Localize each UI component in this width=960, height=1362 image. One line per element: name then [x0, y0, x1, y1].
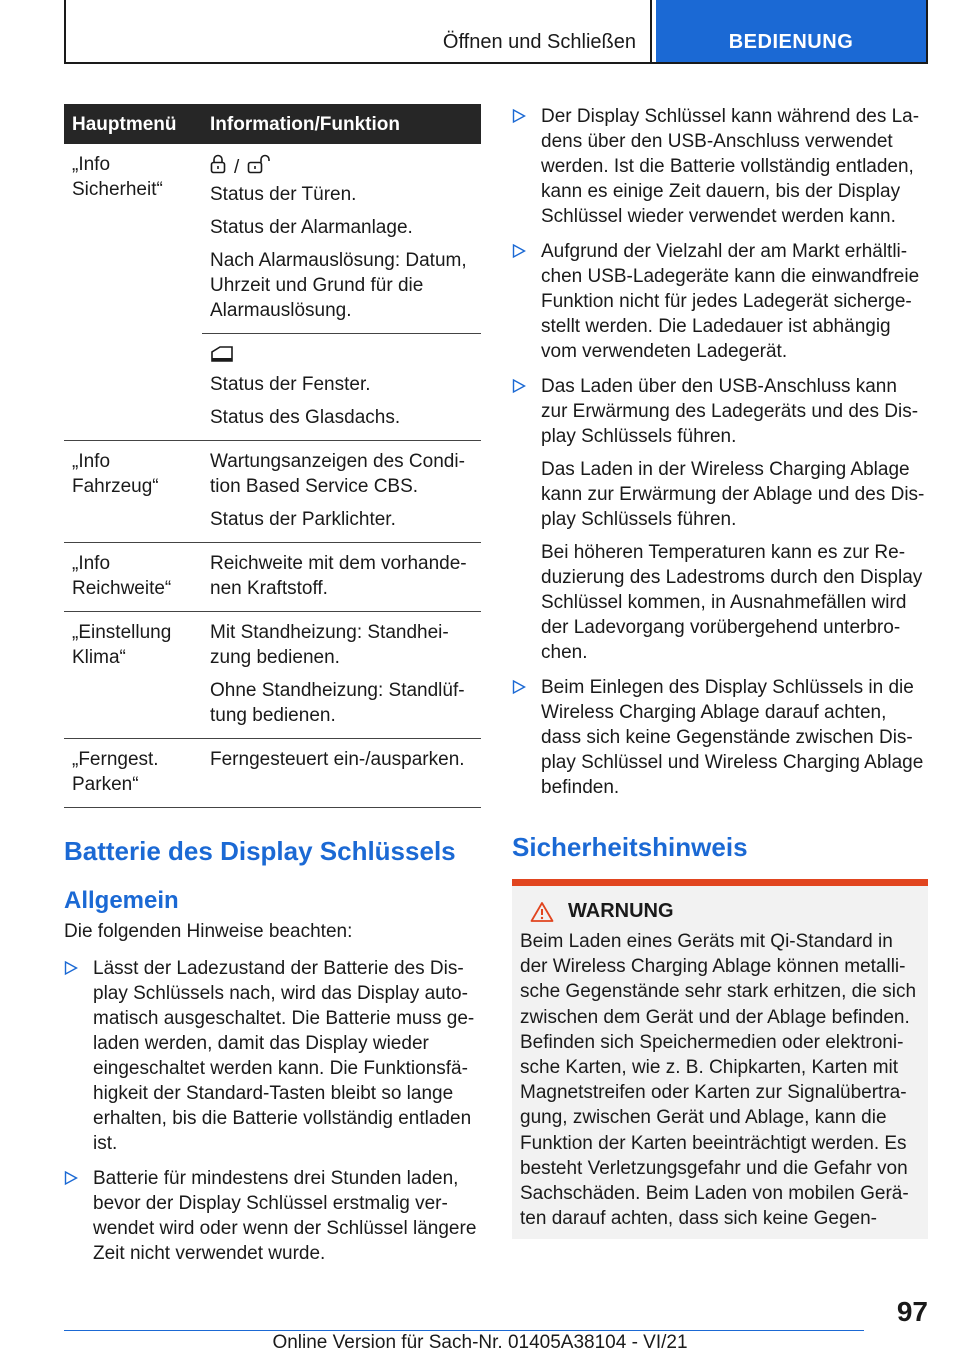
menu-cell: „Einstellung Klima“: [64, 612, 202, 739]
table-row: [64, 543, 481, 612]
triangle-bullet-icon: [512, 677, 526, 697]
table-header-menu: Hauptmenü: [64, 104, 202, 144]
table-row: [64, 612, 481, 739]
lock-closed-icon: [210, 154, 226, 181]
info-cell: [202, 739, 481, 808]
left-column: [64, 104, 481, 1276]
window-icon: [210, 344, 234, 371]
triangle-bullet-icon: [512, 376, 526, 396]
info-line: Status der Türen.: [210, 184, 357, 205]
menu-cell: „Info Fahrzeug“: [64, 441, 202, 543]
info-cell: [202, 441, 481, 543]
triangle-bullet-icon: [512, 241, 526, 261]
menu-cell: „Info Sicherheit“: [64, 144, 202, 441]
section-tab: BEDIENUNG: [656, 0, 926, 62]
section-title: Batterie des Display Schlüssels: [64, 836, 456, 866]
bullet-list: [512, 104, 928, 800]
safety-title: Sicherheitshinweis: [512, 832, 748, 862]
triangle-bullet-icon: [64, 958, 78, 978]
info-line: Mit Standheizung: Standheizung bedienen.: [210, 622, 449, 668]
info-line: Wartungsanzeigen des Condition Based Service CBS.: [210, 451, 465, 497]
info-cell: [202, 612, 481, 739]
warning-triangle-icon: [530, 901, 554, 923]
triangle-bullet-icon: [512, 106, 526, 126]
bullet-list: [64, 956, 481, 1266]
info-cell: [202, 144, 481, 334]
lock-open-icon: [247, 154, 271, 181]
list-item: Aufgrund der Vielzahl der am Markt erhältlichen USB-Ladegeräte kann die einwandfreie Funktion nicht für jedes Ladegerät sichergestellt werden. Die Ladedauer ist abhängig vom verwendeten Ladegerät.: [512, 239, 928, 364]
footer-version: Online Version für Sach-Nr. 01405A38104 - VI/21: [272, 1332, 688, 1353]
info-line: Reichweite mit dem vorhandenen Kraftstoff.: [210, 553, 467, 599]
info-line: Status der Fenster.: [210, 374, 371, 395]
icon-separator: /: [234, 156, 240, 178]
warning-box: [512, 879, 928, 1239]
list-item: Batterie für mindestens drei Stunden laden, bevor der Display Schlüssel erstmalig verwendet wird oder wenn der Schlüssel längere Zeit nicht verwendet wurde.: [64, 1166, 481, 1266]
info-table: [64, 104, 481, 808]
menu-cell: „Info Reichweite“: [64, 543, 202, 612]
info-line: Ferngesteuert ein-/ausparken.: [210, 749, 465, 770]
intro-text: Die folgenden Hinweise beachten:: [64, 921, 353, 942]
info-line: Nach Alarmauslösung: Datum, Uhrzeit und Grund für die Alarmauslösung.: [210, 250, 467, 321]
footer-divider: [64, 1330, 864, 1331]
info-line: Status des Glasdachs.: [210, 407, 401, 428]
list-item: Der Display Schlüssel kann während des Ladens über den USB-Anschluss verwendet werden. Ist die Batterie vollständig entladen, kann es einige Zeit dauern, bis der Display Schlüssel wieder verwendet werden kann.: [512, 104, 928, 229]
subsection-title: Allgemein: [64, 887, 179, 914]
table-row: [64, 441, 481, 543]
table-row: [64, 144, 481, 334]
warning-text: Beim Laden eines Geräts mit Qi-Standard in der Wireless Charging Ablage können metallische Gegenstände sehr stark erhitzen, die sich zwischen dem Gerät und der Ablage befinden. Befinden sich Speichermedien oder elektronische Karten, wie z. B. Chipkarten, Karten mit Magnetstreifen oder Karten zur Signalübertragung, zwischen Gerät und Ablage, kann die Funktion der Karten beeinträchtigt werden. Es besteht Verletzungsgefahr und die Gefahr von Sachschäden. Beim Laden von mobilen Geräten darauf achten, dass sich keine Gegen-: [520, 931, 917, 1230]
menu-cell: „Ferngest. Parken“: [64, 739, 202, 808]
info-cell: [202, 543, 481, 612]
lock-icons: [210, 152, 473, 182]
list-item: Beim Einlegen des Display Schlüssels in die Wireless Charging Ablage darauf achten, dass sich keine Gegenstände zwischen Display Schlüssel und Wireless Charging Ablage befinden.: [512, 675, 928, 800]
table-row: [64, 739, 481, 808]
list-item: Das Laden über den USB-Anschluss kann zur Erwärmung des Ladegeräts und des Display Schlüssels führen. Das Laden in der Wireless Charging Ablage kann zur Erwärmung der Ablage und des Display Schlüssels führen. Bei höheren Temperaturen kann es zur Reduzierung des Ladestroms durch den Display Schlüssel kommen, in Ausnahmefällen wird der Ladevorgang vorübergehend unterbrochen.: [512, 374, 928, 665]
page-header: [64, 0, 928, 64]
table-header-info: Information/Funktion: [202, 104, 481, 144]
info-cell: [202, 334, 481, 441]
page-number: 97: [896, 1296, 928, 1327]
warning-label: WARNUNG: [568, 900, 674, 922]
triangle-bullet-icon: [64, 1168, 78, 1188]
info-line: Ohne Standheizung: Standlüftung bedienen.: [210, 680, 465, 726]
chapter-title: Öffnen und Schließen: [66, 0, 652, 62]
info-line: Status der Alarmanlage.: [210, 217, 413, 238]
right-column: [512, 104, 928, 1239]
list-item: Lässt der Ladezustand der Batterie des Display Schlüssels nach, wird das Display automatisch ausgeschaltet. Die Batterie muss geladen werden, damit das Display wieder eingeschaltet werden kann. Die Funktionsfähigkeit der Standard-Tasten bleibt so lange erhalten, bis die Batterie vollständig entladen ist.: [64, 956, 481, 1156]
info-line: Status der Parklichter.: [210, 509, 396, 530]
